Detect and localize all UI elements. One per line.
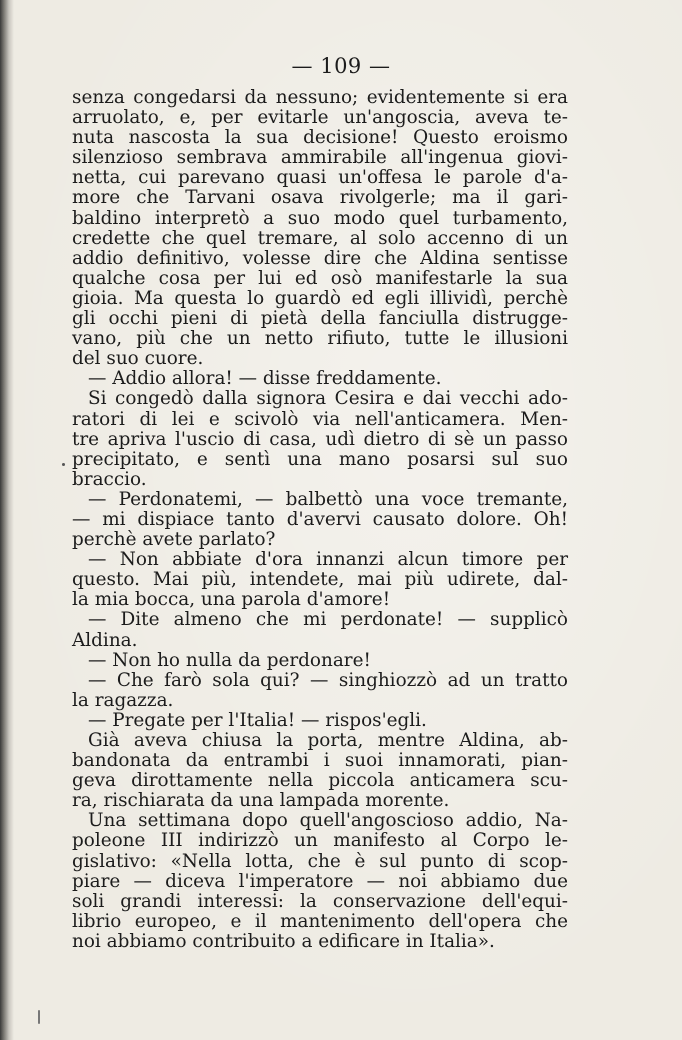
text-line: Aldina. xyxy=(72,629,138,651)
paper-speck xyxy=(62,463,65,466)
text-line: poleone III indirizzò un manifesto al Corpo le- xyxy=(72,830,568,852)
book-spine-shadow xyxy=(0,0,14,1040)
text-line: Già aveva chiusa la porta, mentre Aldina, ab- xyxy=(88,730,568,751)
text-line: — mi dispiace tanto d'avervi causato dolore. Oh! xyxy=(72,508,568,530)
text-line: more che Tarvani osava rivolgerle; ma il gari- xyxy=(72,187,568,209)
text-line: addio definitivo, volesse dire che Aldina sentisse xyxy=(72,247,568,269)
text-line: braccio. xyxy=(72,468,147,490)
text-line: soli grandi interessi: la conservazione dell'equi- xyxy=(72,890,568,912)
text-line: Si congedò dalla signora Cesira e dai vecchi ado- xyxy=(88,388,568,410)
text-line: — Dite almeno che mi perdonate! — supplicò xyxy=(88,609,568,631)
text-line: qualche cosa per lui ed osò manifestarle la sua xyxy=(72,267,568,289)
text-line: baldino interpretò a suo modo quel turbamento, xyxy=(72,207,568,229)
text-line: silenzioso sembrava ammirabile all'ingenua giovi- xyxy=(72,147,568,169)
text-line: vano, più che un netto rifiuto, tutte le illusioni xyxy=(72,328,568,350)
text-line: nuta nascosta la sua decisione! Questo eroismo xyxy=(72,127,568,149)
text-line: gislativo: «Nella lotta, che è sul punto di scop- xyxy=(72,850,568,872)
text-line: perchè avete parlato? xyxy=(72,529,276,551)
text-line: la ragazza. xyxy=(72,689,174,711)
text-line: librio europeo, e il mantenimento dell'opera che xyxy=(72,910,568,932)
text-line: la mia bocca, una parola d'amore! xyxy=(72,589,391,611)
text-line: — Non abbiate d'ora innanzi alcun timore per xyxy=(88,549,568,571)
text-line: — Pregate per l'Italia! — rispos'egli. xyxy=(88,709,427,731)
paper-speck xyxy=(38,1010,40,1024)
page-number: — 109 — xyxy=(291,54,391,78)
text-line: geva dirottamente nella piccola anticamera scu- xyxy=(72,770,568,792)
text-line: questo. Mai più, intendete, mai più udirete, dal- xyxy=(72,569,568,591)
text-line: Una settimana dopo quell'angoscioso addio, Na- xyxy=(88,810,568,832)
text-line: — Addio allora! — disse freddamente. xyxy=(88,368,442,390)
text-line: precipitato, e sentì una mano posarsi sul suo xyxy=(72,448,568,470)
text-line: tre apriva l'uscio di casa, udì dietro di sè un passo xyxy=(72,428,568,450)
text-line: gli occhi pieni di pietà della fanciulla distrugge- xyxy=(72,308,568,330)
text-line: ra, rischiarata da una lampada morente. xyxy=(72,790,450,812)
text-line: — Perdonatemi, — balbettò una voce tremante, xyxy=(88,488,568,510)
text-line: — Non ho nulla da perdonare! xyxy=(88,649,371,671)
body-text xyxy=(72,88,568,952)
text-line: senza congedarsi da nessuno; evidentemente si era xyxy=(72,87,568,108)
text-line: — Che farò sola qui? — singhiozzò ad un tratto xyxy=(88,669,568,691)
text-line: noi abbiamo contribuito a edificare in Italia». xyxy=(72,930,495,952)
text-line: gioia. Ma questa lo guardò ed egli illividì, perchè xyxy=(72,287,568,309)
text-line: arruolato, e, per evitarle un'angoscia, aveva te- xyxy=(72,107,568,129)
text-line: credette che quel tremare, al solo accenno di un xyxy=(72,227,568,249)
text-line: netta, cui parevano quasi un'offesa le parole d'a- xyxy=(72,167,568,189)
text-line: piare — diceva l'imperatore — noi abbiamo due xyxy=(72,870,568,892)
text-line: bandonata da entrambi i suoi innamorati, pian- xyxy=(72,750,568,772)
text-line: del suo cuore. xyxy=(72,348,204,370)
text-line: ratori di lei e scivolò via nell'anticamera. Men- xyxy=(72,408,568,430)
